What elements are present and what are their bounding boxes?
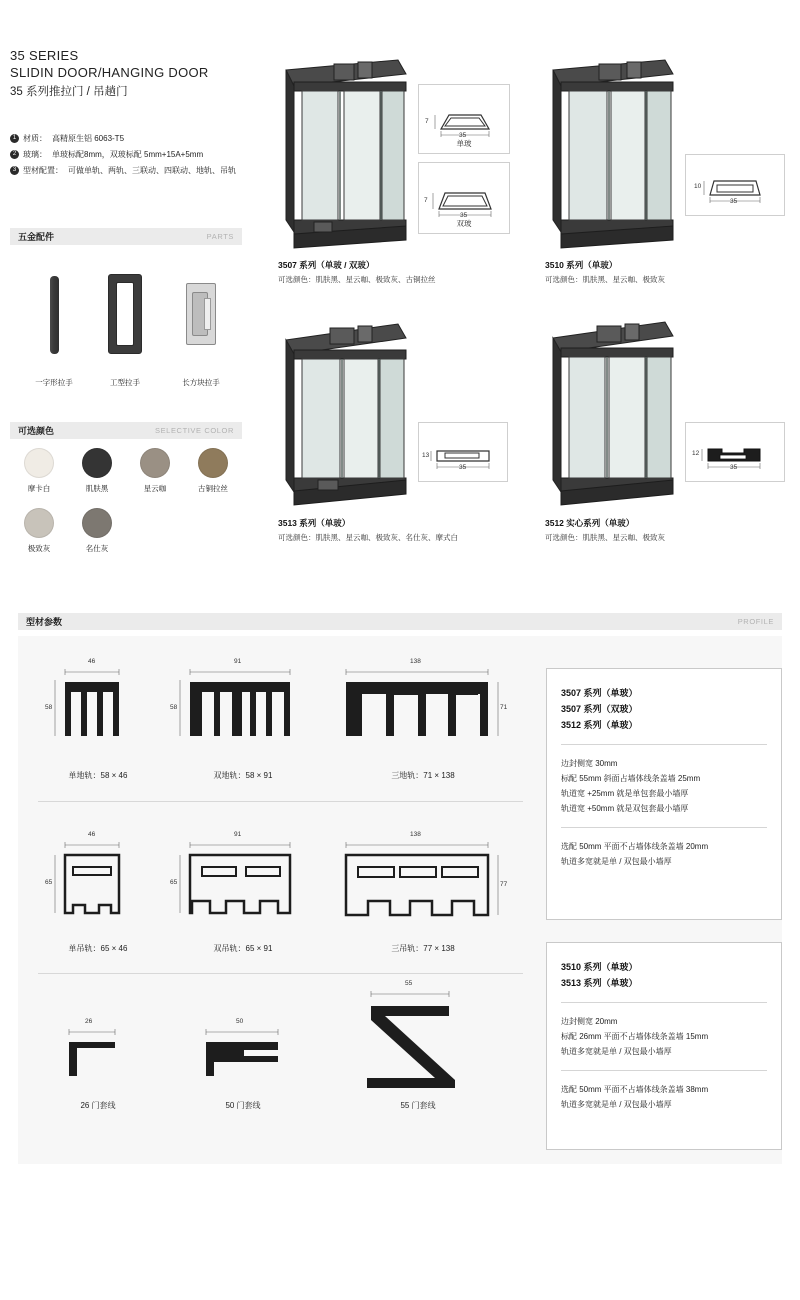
profile-item-3	[328, 658, 518, 788]
detail-caption-3507-single: 单玻	[456, 139, 472, 148]
profile-drawing-5	[168, 831, 318, 941]
section-profile-zh: 型材参数	[26, 617, 63, 627]
note2-line-2: 标配 26mm 平面不占墙体线条盖墙 15mm	[561, 1032, 709, 1041]
spec-bullet-3: 3	[10, 166, 19, 175]
product-render-3513	[278, 310, 408, 505]
profile-caption-6: 三吊轨：77 × 138	[391, 944, 455, 953]
color-dot-2	[82, 448, 112, 478]
note2-line-1: 边封侧宽 20mm	[561, 1017, 618, 1026]
profile-dim-w-8: 50	[236, 1018, 244, 1025]
note1-line2-1: 选配 50mm 平面不占墙体线条盖墙 20mm	[561, 842, 709, 851]
color-name-4: 古铜拉丝	[198, 484, 228, 493]
profile-caption-2: 双地轨：58 × 91	[213, 771, 273, 780]
profile-item-6	[328, 831, 518, 961]
hardware-item-3	[165, 268, 237, 388]
profile-item-4	[33, 831, 163, 961]
profile-drawing-2	[168, 658, 318, 768]
section-profile-en: PROFILE	[737, 617, 774, 626]
note1-divider-1	[561, 744, 767, 745]
hardware-items	[10, 258, 242, 393]
profile-item-1	[33, 658, 163, 788]
section-colors-zh: 可选颜色	[18, 426, 55, 436]
detail-box-3507-double	[418, 162, 510, 234]
color-swatch-row	[10, 508, 242, 554]
section-header-colors	[10, 422, 242, 439]
divider-1	[38, 801, 523, 802]
profile-dim-w-7: 26	[85, 1018, 93, 1025]
color-swatch[interactable]	[68, 508, 126, 554]
section-drawing	[419, 423, 509, 483]
profile-dim-w-1: 46	[88, 658, 96, 665]
detail-caption-3507-double: 双玻	[456, 219, 472, 228]
note1-divider-2	[561, 827, 767, 828]
spec-bullet-2: 2	[10, 150, 19, 159]
color-swatch[interactable]	[10, 448, 68, 494]
color-dot-5	[24, 508, 54, 538]
product-card-3512	[545, 310, 790, 550]
profile-dim-h-2: 58	[170, 704, 178, 711]
profile-drawing-9	[323, 976, 513, 1104]
hardware-label-3: 长方块拉手	[182, 378, 220, 387]
spec-list	[10, 133, 265, 181]
color-name-1: 摩卡白	[27, 484, 51, 493]
hardware-label-2: 工型拉手	[110, 378, 140, 387]
note-card-2	[546, 942, 782, 1150]
note1-line-4: 轨道宽 +50mm 就是双包套最小墙厚	[561, 804, 689, 813]
color-dot-4	[198, 448, 228, 478]
color-swatch[interactable]	[184, 448, 242, 494]
note2-title-2: 3513 系列（单玻）	[561, 978, 638, 988]
note1-line-3: 轨道宽 +25mm 就是单包套最小墙厚	[561, 789, 689, 798]
product-card-3507	[278, 52, 518, 292]
dim-width-3507-double: 35	[460, 212, 468, 219]
product-caption-3512	[545, 517, 790, 543]
profile-caption-7: 26 门套线	[80, 1101, 116, 1110]
product-sub-3510: 可选颜色：肌肤黑、星云咖、极致灰	[545, 275, 665, 284]
color-swatch-row	[10, 448, 242, 494]
product-title-3513: 3513 系列（单玻）	[278, 518, 351, 528]
t-handle-icon	[108, 274, 142, 354]
detail-box-3510	[685, 154, 785, 216]
dim-height-3507-double: 7	[424, 197, 428, 204]
product-render-3512	[545, 310, 675, 505]
profile-dim-h-6: 77	[500, 881, 508, 888]
product-render-3510	[545, 52, 675, 247]
product-render-3507	[278, 52, 408, 247]
color-swatch-grid	[10, 448, 242, 554]
color-name-2: 肌肤黑	[85, 484, 109, 493]
product-title-3512: 3512 实心系列（单玻）	[545, 518, 635, 528]
product-sub-3513: 可选颜色：肌肤黑、星云咖、极致灰、名仕灰、摩式白	[278, 533, 458, 542]
title-line-en-1: 35 SERIES	[10, 48, 79, 63]
section-hardware-en: PARTS	[206, 232, 234, 241]
note1-line-2: 标配 55mm 斜面占墙体线条盖墙 25mm	[561, 774, 701, 783]
note-card-1	[546, 668, 782, 920]
title-line-zh: 35 系列推拉门 / 吊趟门	[10, 86, 128, 98]
color-name-6: 名仕灰	[85, 544, 109, 553]
section-header-hardware	[10, 228, 242, 245]
note2-title-1: 3510 系列（单玻）	[561, 962, 638, 972]
profile-caption-5: 双吊轨：65 × 91	[213, 944, 273, 953]
profile-dim-h-4: 65	[45, 879, 53, 886]
profile-dim-h-1: 58	[45, 704, 53, 711]
note2-divider-2	[561, 1070, 767, 1071]
spec-item	[10, 149, 265, 160]
hardware-label-1: 一字形拉手	[35, 378, 73, 387]
dim-height-3510: 10	[694, 183, 702, 190]
color-dot-3	[140, 448, 170, 478]
product-title-3507: 3507 系列（单玻 / 双玻）	[278, 260, 375, 270]
spec-item	[10, 133, 265, 144]
profile-dim-h-3: 71	[500, 704, 508, 711]
section-header-profile	[18, 613, 782, 630]
spec-bullet-1: 1	[10, 134, 19, 143]
product-card-3513	[278, 310, 518, 550]
spec-key-2: 玻璃：	[23, 150, 47, 159]
divider-2	[38, 973, 523, 974]
profile-drawing-7	[33, 1004, 163, 1104]
profile-drawing-6	[328, 831, 518, 941]
rect-handle-icon	[186, 283, 216, 345]
section-hardware-zh: 五金配件	[18, 232, 55, 242]
bar-handle-icon	[50, 276, 59, 354]
profile-caption-3: 三地轨：71 × 138	[391, 771, 455, 780]
dim-height-3512: 12	[692, 450, 700, 457]
profile-drawing-3	[328, 658, 518, 768]
product-title-3510: 3510 系列（单玻）	[545, 260, 618, 270]
profile-dim-w-3: 138	[410, 658, 421, 665]
note1-title-3: 3512 系列（单玻）	[561, 720, 638, 730]
color-swatch[interactable]	[68, 448, 126, 494]
dim-height-3507-single: 7	[425, 118, 429, 125]
spec-value-3: 可做单轨、两轨、三联动、四联动、地轨、吊轨	[68, 166, 236, 175]
spec-item	[10, 165, 265, 176]
dim-width-3510: 35	[730, 198, 738, 205]
profile-item-8	[168, 1004, 318, 1124]
profile-item-9	[323, 976, 513, 1126]
spec-value-1: 高精原生铝 6063-T5	[52, 134, 125, 143]
color-dot-1	[24, 448, 54, 478]
profile-dim-w-6: 138	[410, 831, 421, 838]
note1-title-2: 3507 系列（双玻）	[561, 704, 638, 714]
color-name-5: 极致灰	[27, 544, 51, 553]
color-name-3: 星云咖	[143, 484, 167, 493]
window-illustration	[545, 310, 675, 505]
note1-title-1: 3507 系列（单玻）	[561, 688, 638, 698]
profile-item-5	[168, 831, 318, 961]
detail-box-3512	[685, 422, 785, 482]
profile-dim-w-5: 91	[234, 831, 242, 838]
product-caption-3507	[278, 259, 518, 285]
note2-divider-1	[561, 1002, 767, 1003]
note2-line2-2: 轨道多宽就是单 / 双包最小墙厚	[561, 1100, 672, 1109]
profile-drawing-4	[33, 831, 163, 941]
profile-dim-w-9: 55	[405, 980, 413, 987]
note1-line2-2: 轨道多宽就是单 / 双包最小墙厚	[561, 857, 672, 866]
hardware-item-1	[24, 268, 84, 388]
window-illustration	[278, 52, 408, 247]
section-drawing	[686, 423, 786, 483]
note1-line-1: 边封侧宽 30mm	[561, 759, 618, 768]
detail-box-3513	[418, 422, 508, 482]
profile-drawing-1	[33, 658, 163, 768]
dim-width-3507-single: 35	[459, 132, 467, 139]
dim-width-3512: 35	[730, 464, 738, 471]
profile-caption-9: 55 门套线	[400, 1101, 436, 1110]
profile-caption-8: 50 门套线	[225, 1101, 261, 1110]
window-illustration	[545, 52, 675, 247]
color-swatch[interactable]	[10, 508, 68, 554]
profile-caption-1: 单地轨：58 × 46	[68, 771, 128, 780]
profile-drawings-area	[18, 636, 782, 1164]
hardware-item-2	[90, 268, 160, 388]
product-sub-3512: 可选颜色：肌肤黑、星云咖、极致灰	[545, 533, 665, 542]
spec-key-1: 材质：	[23, 134, 47, 143]
profile-caption-4: 单吊轨：65 × 46	[68, 944, 128, 953]
color-dot-6	[82, 508, 112, 538]
product-card-3510	[545, 52, 790, 292]
spec-value-2: 单玻标配8mm，双玻标配 5mm+15A+5mm	[52, 150, 204, 159]
profile-dim-w-4: 46	[88, 831, 96, 838]
dim-height-3513: 13	[422, 452, 430, 459]
profile-item-7	[33, 1004, 163, 1124]
profile-dim-h-5: 65	[170, 879, 178, 886]
window-illustration	[278, 310, 408, 505]
dim-width-3513: 35	[459, 464, 467, 471]
note2-line-3: 轨道多宽就是单 / 双包最小墙厚	[561, 1047, 672, 1056]
detail-box-3507-single	[418, 84, 510, 154]
profile-item-2	[168, 658, 318, 788]
product-caption-3510	[545, 259, 790, 285]
product-sub-3507: 可选颜色：肌肤黑、星云咖、极致灰、古铜拉丝	[278, 275, 436, 284]
title-line-en-2: SLIDIN DOOR/HANGING DOOR	[10, 65, 209, 80]
page-title	[10, 48, 260, 99]
profile-dim-w-2: 91	[234, 658, 242, 665]
product-caption-3513	[278, 517, 518, 543]
section-colors-en: SELECTIVE COLOR	[154, 426, 234, 435]
spec-key-3: 型材配置：	[23, 166, 63, 175]
color-swatch[interactable]	[126, 448, 184, 494]
note2-line2-1: 选配 50mm 平面不占墙体线条盖墙 38mm	[561, 1085, 709, 1094]
